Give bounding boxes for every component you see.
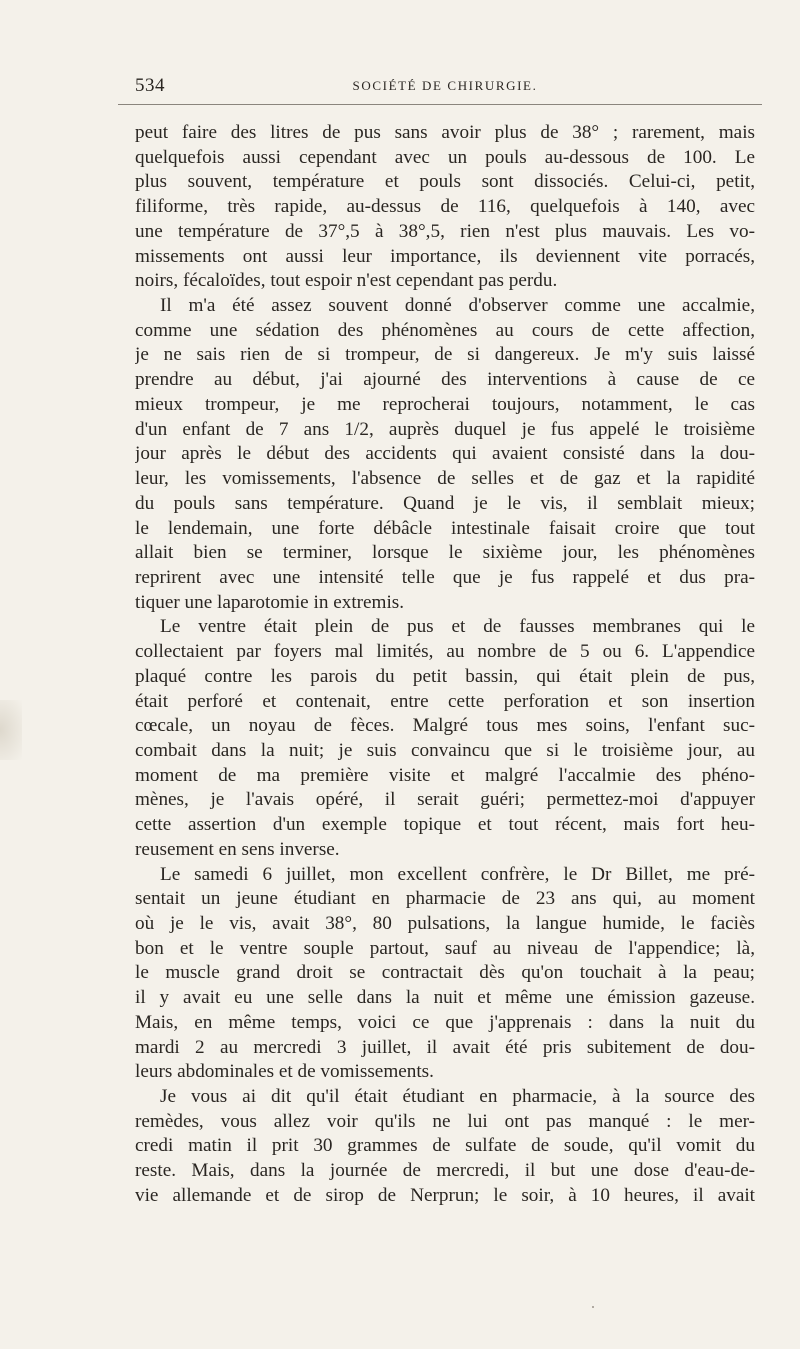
running-head: SOCIÉTÉ DE CHIRURGIE.	[352, 78, 538, 93]
text-line: Il m'a été assez souvent donné d'observer comme une accalmie,	[160, 295, 755, 317]
text-line: mardi 2 au mercredi 3 juillet, il avait été pris subitement de dou-	[135, 1036, 755, 1058]
text-line: plaqué contre les parois du petit bassin, qui était plein de pus,	[135, 665, 755, 687]
page-edge-stain	[0, 700, 22, 760]
text-line: mènes, je l'avais opéré, il serait guéri; permettez-moi d'appuyer	[135, 789, 755, 811]
text-line: allait bien se terminer, lorsque le sixième jour, les phénomènes	[135, 542, 755, 564]
text-line: vie allemande et de sirop de Nerprun; le soir, à 10 heures, il avait	[135, 1184, 755, 1206]
text-line: Je vous ai dit qu'il était étudiant en pharmacie, à la source des	[160, 1086, 755, 1108]
header-rule	[118, 104, 762, 105]
text-line: était perforé et contenait, entre cette perforation et son insertion	[135, 690, 755, 712]
text-line: du pouls sans température. Quand je le vis, il semblait mieux;	[135, 492, 755, 514]
text-line: sentait un jeune étudiant en pharmacie de 23 ans qui, au moment	[135, 888, 755, 910]
text-line: peut faire des litres de pus sans avoir plus de 38° ; rarement, mais	[135, 122, 755, 143]
text-line: leurs abdominales et de vomissements.	[135, 1061, 434, 1083]
text-line: mieux trompeur, je me reprocherai toujours, notamment, le cas	[135, 393, 755, 415]
text-line: Le ventre était plein de pus et de fausses membranes qui le	[160, 616, 755, 638]
text-line: cette assertion d'un exemple topique et tout récent, mais fort heu-	[135, 814, 755, 836]
text-line: filiforme, très rapide, au-dessus de 116, quelquefois à 140, avec	[135, 196, 755, 218]
text-line: jour après le début des accidents qui avaient consisté dans la dou-	[135, 443, 755, 465]
text-line: quelquefois aussi cependant avec un pouls au-dessous de 100. Le	[135, 146, 755, 168]
text-line: je ne sais rien de si trompeur, de si dangereux. Je m'y suis laissé	[135, 344, 755, 366]
page-number: 534	[135, 75, 165, 96]
page-header	[135, 75, 755, 101]
text-line: noirs, fécaloïdes, tout espoir n'est cependant pas perdu.	[135, 270, 558, 292]
text-line: une température de 37°,5 à 38°,5, rien n'est plus mauvais. Les vo-	[135, 220, 755, 242]
text-line: reusement en sens inverse.	[135, 838, 340, 860]
text-line: tiquer une laparotomie in extremis.	[135, 591, 405, 613]
text-line: missements ont aussi leur importance, ils deviennent vite porracés,	[135, 245, 755, 267]
text-line: collectaient par foyers mal limités, au nombre de 5 ou 6. L'appendice	[135, 641, 755, 663]
text-line: prendre au début, j'ai ajourné des interventions à cause de ce	[135, 369, 755, 391]
text-line: credi matin il prit 30 grammes de sulfate de soude, qu'il vomit du	[135, 1135, 755, 1157]
text-line: d'un enfant de 7 ans 1/2, auprès duquel je fus appelé le troisième	[135, 418, 755, 440]
text-line: remèdes, vous allez voir qu'ils ne lui ont pas manqué : le mer-	[135, 1110, 755, 1132]
text-line: Mais, en même temps, voici ce que j'apprenais : dans la nuit du	[135, 1011, 755, 1033]
text-line: cœcale, un noyau de fèces. Malgré tous mes soins, l'enfant suc-	[135, 715, 755, 737]
text-line: le muscle grand droit se contractait dès qu'on touchait à la peau;	[135, 962, 755, 984]
text-line: Le samedi 6 juillet, mon excellent confrère, le Dr Billet, me pré-	[160, 863, 755, 885]
ink-speck	[592, 1306, 594, 1308]
text-line: reste. Mais, dans la journée de mercredi, il but une dose d'eau-de-	[135, 1160, 755, 1182]
body-text	[135, 121, 755, 1209]
text-line: comme une sédation des phénomènes au cours de cette affection,	[135, 319, 755, 341]
text-line: bon et le ventre souple partout, sauf au niveau de l'appendice; là,	[135, 937, 755, 959]
text-line: combait dans la nuit; je suis convaincu que si le troisième jour, au	[135, 739, 755, 761]
text-line: plus souvent, température et pouls sont dissociés. Celui-ci, petit,	[135, 171, 755, 193]
text-line: il y avait eu une selle dans la nuit et même une émission gazeuse.	[135, 987, 755, 1009]
text-line: moment de ma première visite et malgré l'accalmie des phéno-	[135, 764, 755, 786]
text-line: leur, les vomissements, l'absence de selles et de gaz et la rapidité	[135, 468, 755, 490]
text-line: reprirent avec une intensité telle que je fus rappelé et dus pra-	[135, 566, 755, 588]
text-line: le lendemain, une forte débâcle intestinale faisait croire que tout	[135, 517, 755, 539]
text-line: où je le vis, avait 38°, 80 pulsations, la langue humide, le faciès	[135, 913, 755, 934]
